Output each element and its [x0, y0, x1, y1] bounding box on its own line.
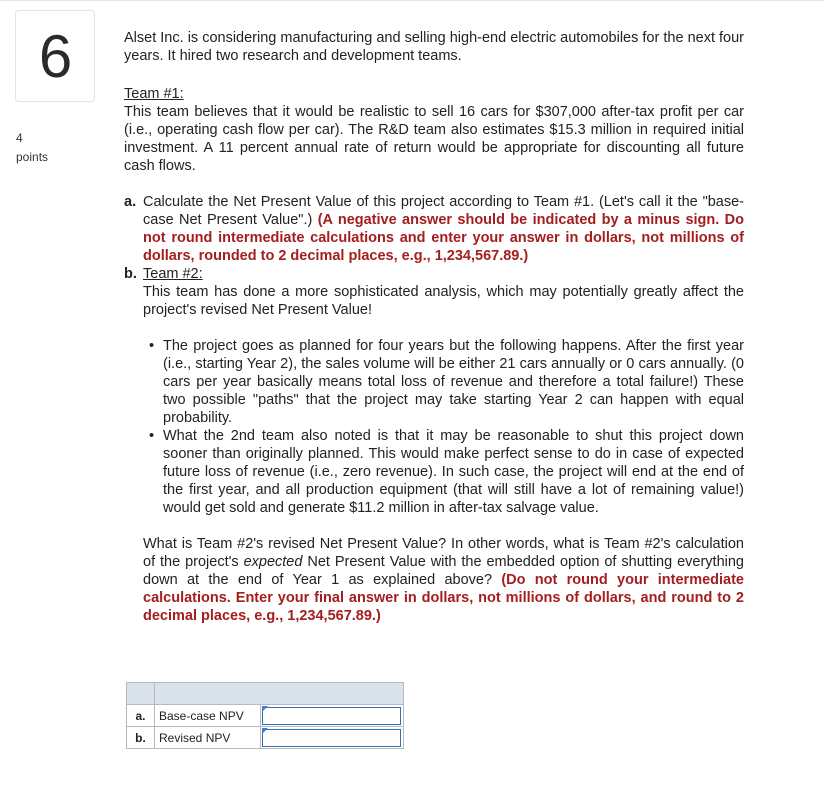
part-a-label: a.: [124, 194, 137, 210]
part-b-question-emphasis: expected: [243, 554, 303, 570]
bullet-icon: •: [149, 428, 155, 444]
row-name: Base-case NPV: [155, 705, 261, 727]
part-b: [124, 265, 744, 319]
table-row: [127, 727, 404, 749]
base-case-npv-input[interactable]: [262, 707, 401, 725]
intro-text: Alset Inc. is considering manufacturing and selling high-end electric automobiles for the next four years. It hired two research and development teams.: [124, 30, 744, 64]
points-label: points: [16, 150, 49, 164]
part-b-question-text: What is Team #2's revised Net Present Value? In other words, what is Team #2's calculation of the project's: [143, 536, 744, 570]
row-label: a.: [127, 705, 155, 727]
part-b-instruction: (Do not round your intermediate calculations. Enter your final answer in dollars, not millions of dollars, and round to 2 decimal places, e.g., 1,234,567.89.): [143, 572, 744, 624]
part-a-text: Calculate the Net Present Value of this project according to Team #1. (Let's call it the "base-case Net Present Value".): [143, 194, 744, 228]
bullet-icon: •: [149, 338, 155, 354]
part-a: [124, 193, 744, 265]
points-value: 4: [16, 131, 23, 145]
input-flag-icon: [262, 706, 268, 712]
part-a-instruction: (A negative answer should be indicated by a minus sign. Do not round intermediate calculations and enter your answer in dollars, not millions of dollars, rounded to 2 decimal places, e.g., 1,234,567.89.): [143, 212, 744, 264]
answer-table: [126, 682, 404, 749]
team1-text: This team believes that it would be realistic to sell 16 cars for $307,000 after-tax profit per car (i.e., operating cash flow per car). The R&D team also estimates $15.3 million in required initial investment. A 11 percent annual rate of return would be appropriate for discounting all future cash flows.: [124, 104, 744, 174]
team2-text: This team has done a more sophisticated analysis, which may potentially greatly affect the project's revised Net Present Value!: [143, 284, 744, 318]
row-name: Revised NPV: [155, 727, 261, 749]
question-number: 6: [15, 10, 95, 102]
team1-heading: Team #1:: [124, 86, 184, 102]
team2-heading: Team #2:: [143, 266, 203, 282]
input-flag-icon: [262, 728, 268, 734]
question-body: [124, 29, 744, 625]
list-item: • What the 2nd team also noted is that it may be reasonable to shut this project down sooner than originally planned. This would make perfect sense to do in case of expected future loss of revenue (i.e., zero revenue). In such case, the project will end at the end of the first year, and all production equipment (that will still have a lot of remaining value!) would get sold and generate $11.2 million in after-tax salvage value.: [149, 428, 744, 516]
part-b-label: b.: [124, 266, 137, 282]
team2-bullet-list: [124, 337, 744, 517]
part-b-question: What is Team #2's revised Net Present Value? In other words, what is Team #2's calculation of the project's expected Net Present Value with the embedded option of shutting everything down at the end of Year 1 as explained above? (Do not round your intermediate calculations. Enter your final answer in dollars, not millions of dollars, and round to 2 decimal places, e.g., 1,234,567.89.): [143, 536, 745, 624]
row-label: b.: [127, 727, 155, 749]
answer-table-header: [127, 683, 404, 705]
revised-npv-input[interactable]: [262, 729, 401, 747]
top-divider: [0, 0, 824, 1]
table-row: [127, 705, 404, 727]
list-item: • The project goes as planned for four years but the following happens. After the first year (i.e., starting Year 2), the sales volume will be either 21 cars annually or 0 cars annually. (0 cars per year basically means total loss of revenue and therefore a total failure!) These two possible "paths" that the project may take starting Year 2 can happen with equal probability.: [149, 338, 744, 426]
